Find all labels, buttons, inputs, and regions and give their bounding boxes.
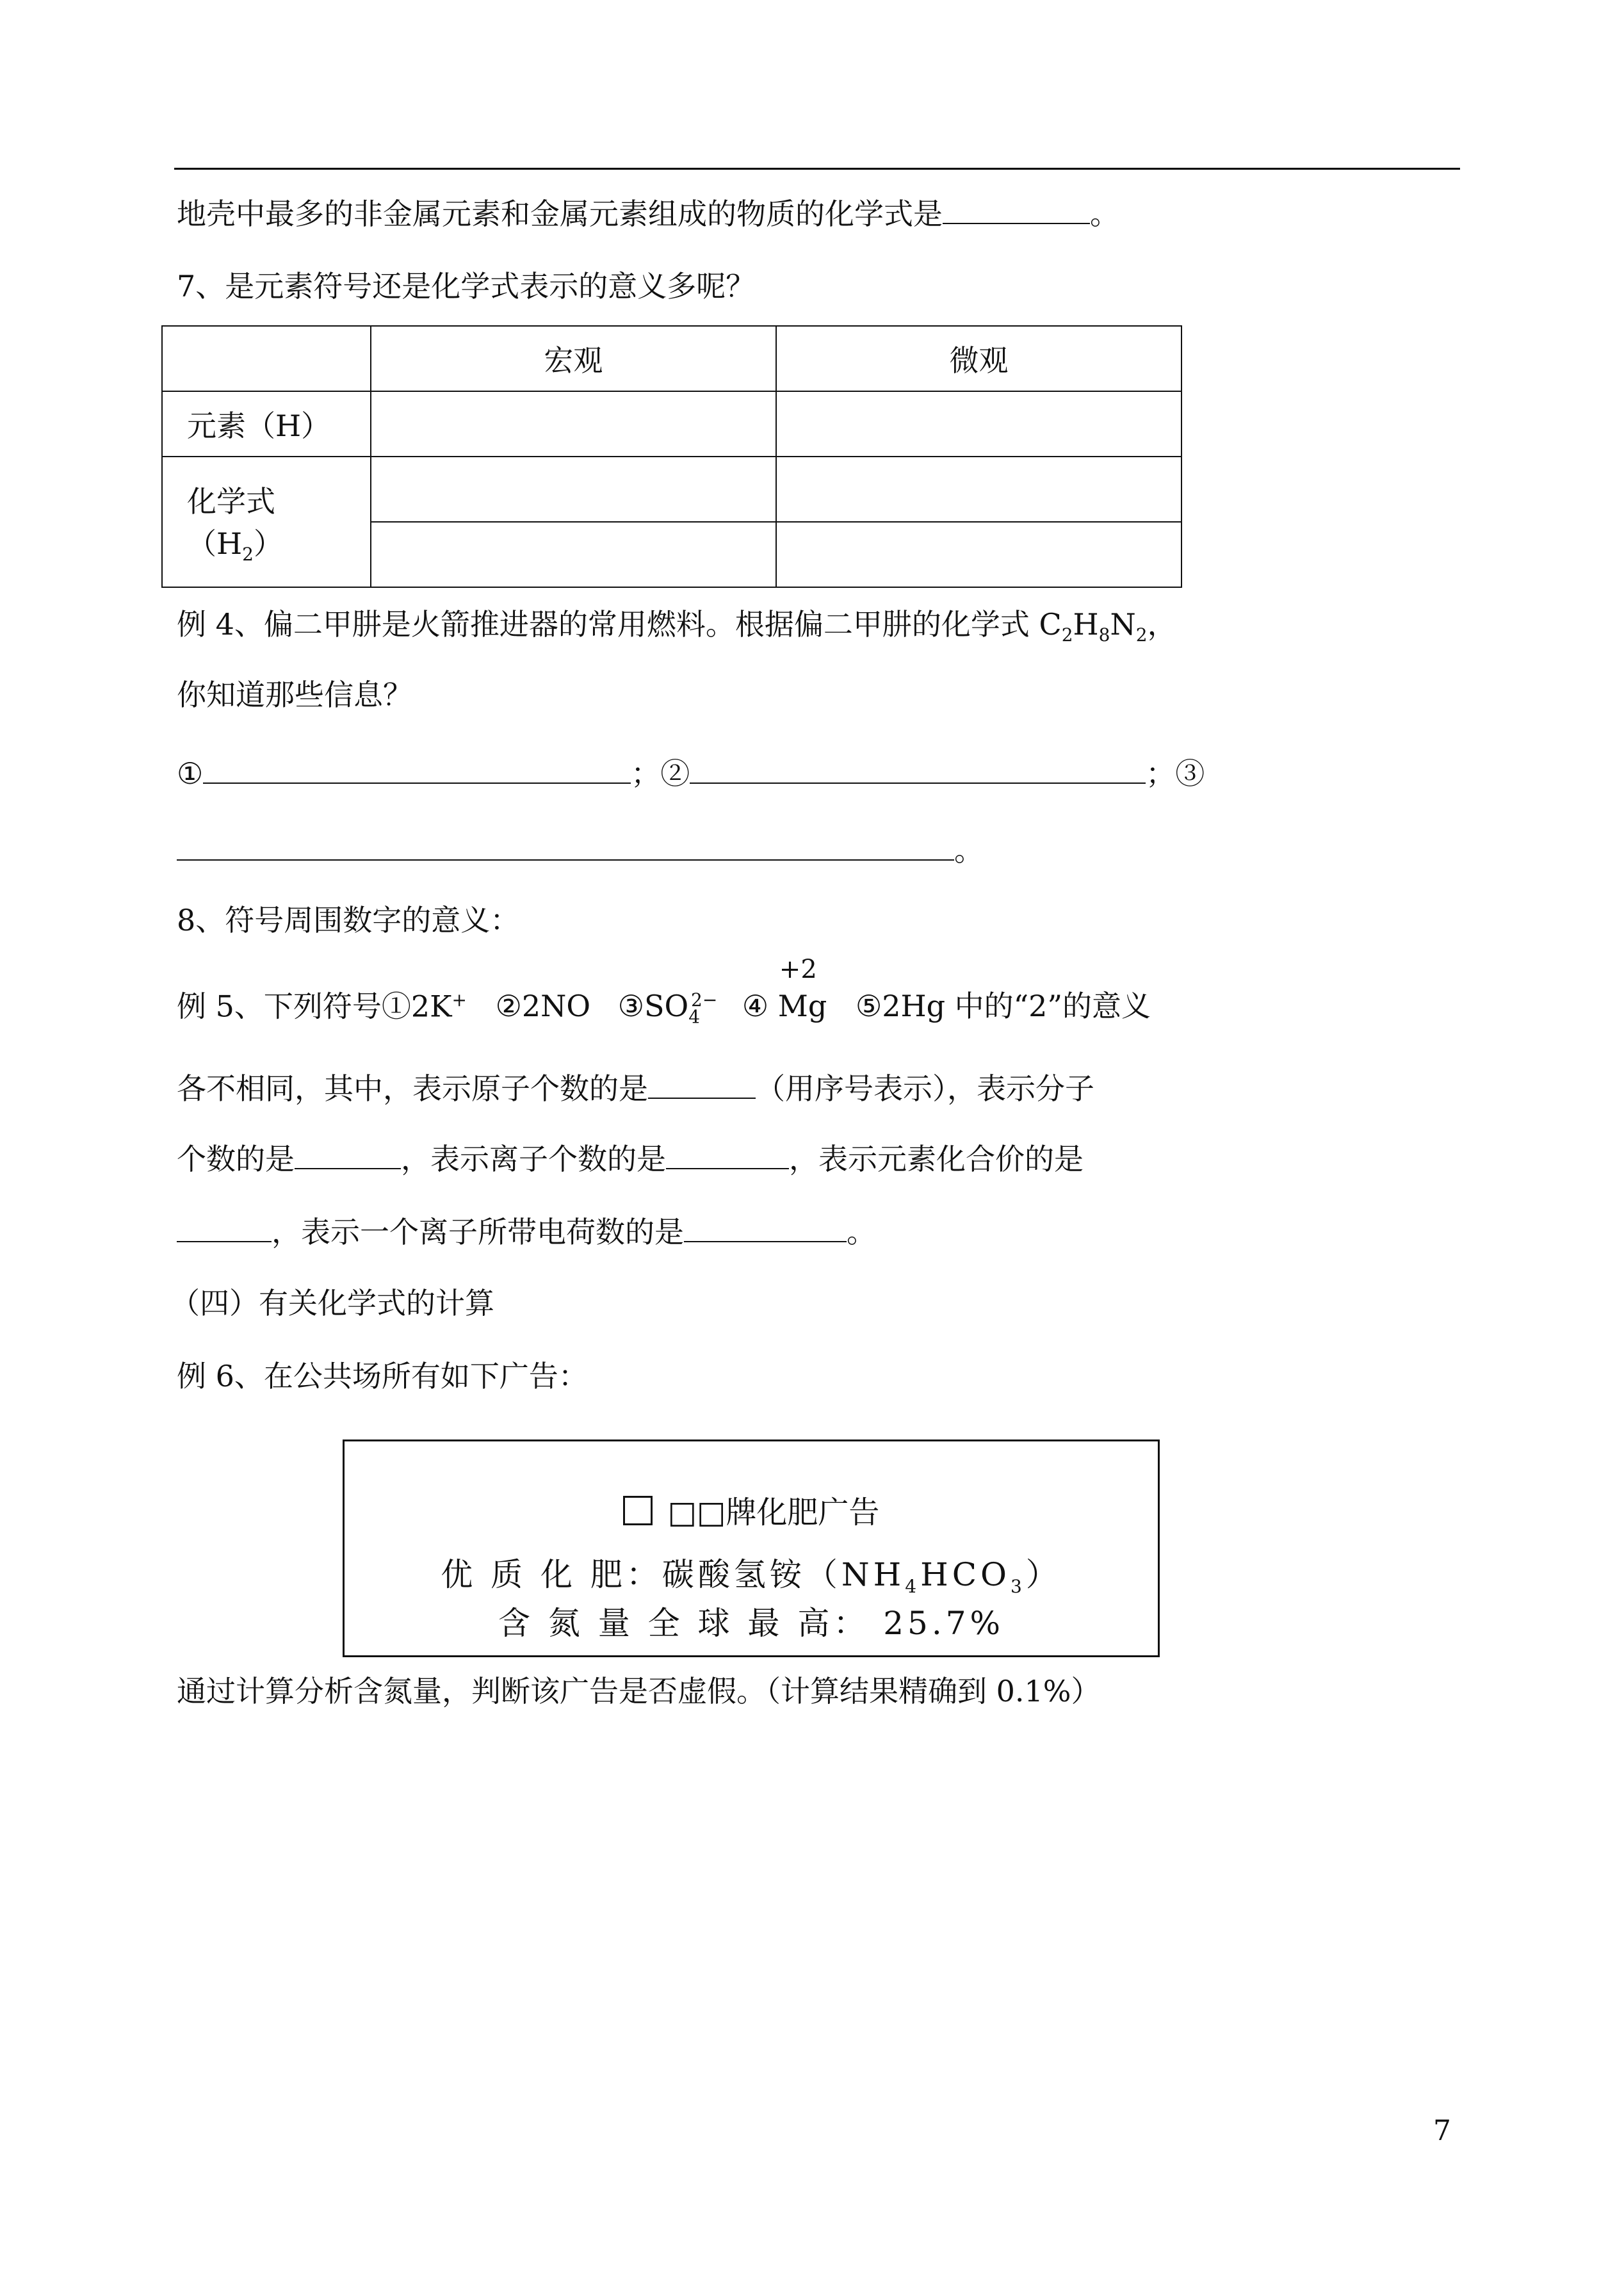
answer-blank-3[interactable] — [177, 835, 954, 861]
page-number: 7 — [1433, 2114, 1451, 2147]
advertisement-box — [343, 1439, 1160, 1657]
example-4-line-2: 你知道那些信息？ — [177, 677, 412, 712]
table-cell[interactable] — [371, 522, 776, 587]
ad-nitrogen-line: 含 氮 量 全 球 最 高： 25.7% — [498, 1605, 1005, 1642]
example-4-answer-3: 。 — [177, 835, 984, 865]
example-5-line-2: 各不相同，其中，表示原子个数的是 （用序号表示），表示分子 — [177, 1071, 1094, 1106]
example-4-answers: ① ；② ；③ — [177, 756, 1205, 791]
checkbox-icon[interactable] — [623, 1496, 653, 1525]
example-5-line-3: 个数的是 ，表示离子个数的是 ，表示元素化合价的是 — [177, 1142, 1084, 1176]
table-header-micro: 微观 — [776, 326, 1181, 391]
answer-blank[interactable] — [943, 199, 1090, 224]
answer-blank-atoms[interactable] — [648, 1073, 756, 1099]
magnesium-valence: +2 Mg — [777, 955, 827, 1024]
ad-brand-line: □□牌化肥广告 — [345, 1488, 1158, 1532]
example-5-line-1: 例 5、下列符号①2K+ ②2NO $③SO_4^{2-}$ ④ +2 Mg ⑤2Hg 中的“2”的意义 — [177, 955, 1151, 1028]
question-8-title: 8、符号周围数字的意义： — [177, 903, 520, 937]
answer-blank-2[interactable] — [690, 758, 1146, 784]
answer-blank-molecules[interactable] — [295, 1144, 401, 1169]
table-row-formula-label: 化学式$(H_2)$ — [162, 457, 371, 587]
example-5-line-4: ，表示一个离子所带电荷数的是 。 — [177, 1217, 876, 1247]
final-question: 通过计算分析含氮量，判断该广告是否虚假。（计算结果精确到 0.1%） — [177, 1674, 1101, 1708]
table-cell[interactable] — [776, 522, 1181, 587]
example-6-title: 例 6、在公共场所有如下广告： — [177, 1359, 588, 1393]
table-header-empty — [162, 326, 371, 391]
answer-blank-valence[interactable] — [177, 1217, 272, 1242]
table-row-element-label: 元素（H） — [162, 391, 371, 457]
ad-product-line: 优 质 化 肥：碳酸氢铵$(NH_4HCO_3)$ — [441, 1556, 1062, 1597]
table-cell[interactable] — [776, 457, 1181, 522]
section-4-title: （四）有关化学式的计算 — [170, 1286, 494, 1320]
paragraph-formula-question: 地壳中最多的非金属元素和金属元素组成的物质的化学式是 。 — [177, 197, 1119, 231]
table-cell[interactable] — [371, 457, 776, 522]
header-rule — [174, 168, 1460, 170]
table-header-macro: 宏观 — [371, 326, 776, 391]
table-cell[interactable] — [776, 391, 1181, 457]
table-cell[interactable] — [371, 391, 776, 457]
meaning-table — [161, 325, 1182, 588]
answer-blank-1[interactable] — [203, 758, 631, 784]
example-4-line-1: 例 4、偏二甲肼是火箭推进器的常用燃料。根据偏二甲肼的化学式 $C_2H_8N_2$， — [177, 607, 1177, 646]
answer-blank-ions[interactable] — [666, 1144, 789, 1169]
question-7-title: 7、是元素符号还是化学式表示的意义多呢？ — [177, 269, 756, 304]
answer-blank-charge[interactable] — [684, 1217, 847, 1242]
